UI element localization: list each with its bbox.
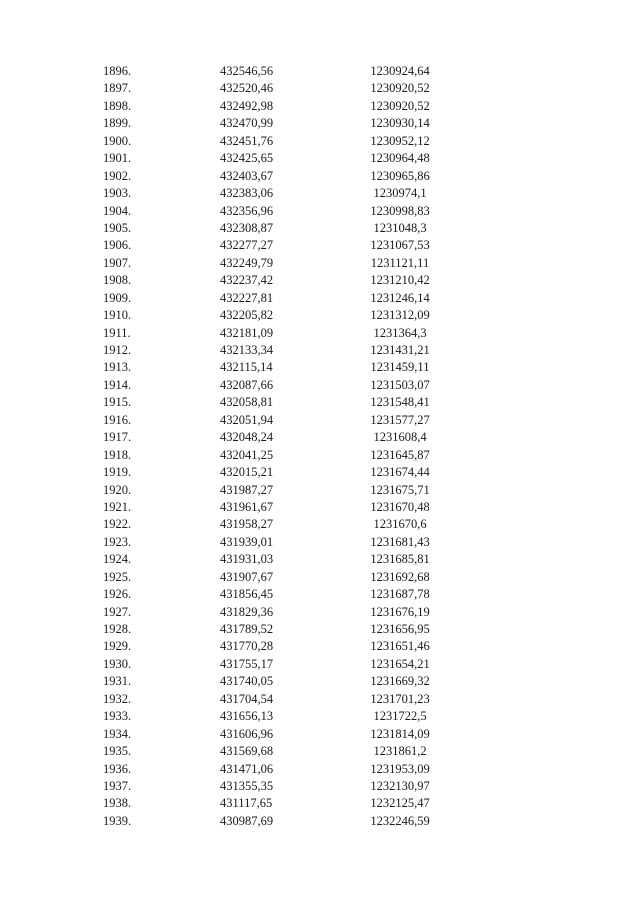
value-b-cell: 1231608,4 xyxy=(373,430,427,445)
year-cell: 1899. xyxy=(103,116,132,131)
year-cell: 1923. xyxy=(103,534,132,549)
year-cell: 1925. xyxy=(103,569,132,584)
table-row xyxy=(103,203,450,220)
value-a-cell: 432451,76 xyxy=(220,133,274,148)
table-row xyxy=(103,656,450,673)
value-a-cell: 431958,27 xyxy=(220,517,274,532)
value-b-cell: 1230920,52 xyxy=(370,98,430,113)
year-cell: 1912. xyxy=(103,343,132,357)
value-a-cell: 432133,34 xyxy=(220,343,274,357)
value-a-cell: 432058,81 xyxy=(220,395,274,410)
value-a-cell: 432237,42 xyxy=(220,273,274,288)
table-row xyxy=(103,638,450,655)
table-row xyxy=(103,307,450,324)
value-b-cell: 1231067,53 xyxy=(370,238,430,253)
value-b-cell: 1230998,83 xyxy=(370,203,430,218)
table-row xyxy=(103,673,450,690)
value-b-cell: 1231364,3 xyxy=(373,325,427,340)
value-b-cell: 1231048,3 xyxy=(373,220,427,235)
table-row xyxy=(103,429,450,446)
table-body xyxy=(103,63,450,830)
year-cell: 1934. xyxy=(103,726,132,741)
table-row xyxy=(103,63,450,80)
table-row xyxy=(103,551,450,568)
value-b-cell: 1232246,59 xyxy=(370,813,430,828)
year-cell: 1921. xyxy=(103,499,132,514)
table-row xyxy=(103,604,450,621)
value-a-cell: 431961,67 xyxy=(220,499,274,514)
value-b-cell: 1231681,43 xyxy=(370,534,430,549)
table-row xyxy=(103,499,450,516)
value-b-cell: 1231675,71 xyxy=(370,482,430,497)
table-row xyxy=(103,377,450,394)
year-cell: 1907. xyxy=(103,255,132,270)
year-cell: 1898. xyxy=(103,98,132,113)
table-row xyxy=(103,272,450,289)
year-cell: 1917. xyxy=(103,430,132,445)
year-cell: 1927. xyxy=(103,604,132,619)
table-row xyxy=(103,394,450,411)
value-a-cell: 432492,98 xyxy=(220,98,274,113)
value-b-cell: 1231669,32 xyxy=(370,674,430,689)
value-a-cell: 432308,87 xyxy=(220,220,274,235)
value-b-cell: 1231645,87 xyxy=(370,447,430,462)
year-cell: 1936. xyxy=(103,761,132,776)
year-cell: 1909. xyxy=(103,290,132,305)
value-a-cell: 431117,65 xyxy=(220,796,273,811)
value-b-cell: 1231953,09 xyxy=(370,761,430,776)
year-cell: 1924. xyxy=(103,552,132,567)
value-a-cell: 431606,96 xyxy=(220,726,274,741)
year-cell: 1897. xyxy=(103,81,132,96)
value-a-cell: 431939,01 xyxy=(220,534,274,549)
value-a-cell: 431789,52 xyxy=(220,622,274,636)
value-b-cell: 1230952,12 xyxy=(370,133,430,148)
value-b-cell: 1231676,19 xyxy=(370,604,430,619)
year-cell: 1914. xyxy=(103,377,132,392)
table-row xyxy=(103,255,450,272)
value-b-cell: 1230964,48 xyxy=(370,151,430,166)
table-row xyxy=(103,743,450,760)
value-b-cell: 1231674,44 xyxy=(370,465,430,480)
value-a-cell: 430987,69 xyxy=(220,813,274,828)
table-row xyxy=(103,150,450,167)
year-cell: 1935. xyxy=(103,744,132,759)
value-b-cell: 1231701,23 xyxy=(370,691,430,706)
year-cell: 1932. xyxy=(103,691,132,706)
year-cell: 1918. xyxy=(103,447,132,462)
value-b-cell: 1231503,07 xyxy=(370,377,430,392)
table-row xyxy=(103,185,450,202)
value-a-cell: 431755,17 xyxy=(220,656,274,671)
value-a-cell: 432115,14 xyxy=(220,360,273,375)
table-row xyxy=(103,813,450,830)
year-cell: 1939. xyxy=(103,813,132,828)
value-a-cell: 431987,27 xyxy=(220,482,274,497)
value-b-cell: 1231577,27 xyxy=(370,412,430,427)
value-a-cell: 431931,03 xyxy=(220,552,274,567)
value-b-cell: 1231656,95 xyxy=(370,622,430,636)
year-cell: 1919. xyxy=(103,465,132,480)
value-a-cell: 431656,13 xyxy=(220,709,274,724)
year-cell: 1926. xyxy=(103,587,132,602)
value-a-cell: 432383,06 xyxy=(220,186,274,201)
table-row xyxy=(103,237,450,254)
table-row xyxy=(103,133,450,150)
value-b-cell: 1230965,86 xyxy=(370,168,430,183)
value-a-cell: 431829,36 xyxy=(220,604,274,619)
value-a-cell: 432087,66 xyxy=(220,377,274,392)
value-a-cell: 432249,79 xyxy=(220,255,274,270)
value-b-cell: 1232125,47 xyxy=(370,796,430,811)
value-a-cell: 432041,25 xyxy=(220,447,274,462)
table-row xyxy=(103,726,450,743)
value-a-cell: 432425,65 xyxy=(220,151,274,166)
value-b-cell: 1231722,5 xyxy=(373,709,427,724)
value-a-cell: 432227,81 xyxy=(220,290,274,305)
year-cell: 1931. xyxy=(103,674,132,689)
value-b-cell: 1230924,64 xyxy=(370,64,430,78)
value-b-cell: 1231687,78 xyxy=(370,587,430,602)
table-row xyxy=(103,482,450,499)
year-cell: 1920. xyxy=(103,482,132,497)
table-row xyxy=(103,98,450,115)
value-b-cell: 1231685,81 xyxy=(370,552,430,567)
year-cell: 1908. xyxy=(103,273,132,288)
value-b-cell: 1231654,21 xyxy=(370,656,430,671)
year-cell: 1896. xyxy=(103,64,132,78)
year-cell: 1930. xyxy=(103,656,132,671)
year-cell: 1910. xyxy=(103,308,132,323)
year-cell: 1916. xyxy=(103,412,132,427)
table-row xyxy=(103,359,450,376)
value-a-cell: 432546,56 xyxy=(220,64,274,78)
value-b-cell: 1232130,97 xyxy=(370,778,430,793)
value-a-cell: 431471,06 xyxy=(220,761,274,776)
value-b-cell: 1230920,52 xyxy=(370,81,430,96)
value-a-cell: 431355,35 xyxy=(220,778,274,793)
value-b-cell: 1231548,41 xyxy=(370,395,430,410)
value-b-cell: 1230974,1 xyxy=(373,186,427,201)
table-row xyxy=(103,621,450,638)
table-row xyxy=(103,778,450,795)
value-a-cell: 432181,09 xyxy=(220,325,274,340)
table-row xyxy=(103,220,450,237)
value-a-cell: 431770,28 xyxy=(220,639,274,654)
table-row xyxy=(103,290,450,307)
table-row xyxy=(103,80,450,97)
table-row xyxy=(103,447,450,464)
year-cell: 1913. xyxy=(103,360,132,375)
value-a-cell: 432051,94 xyxy=(220,412,274,427)
value-b-cell: 1231814,09 xyxy=(370,726,430,741)
value-b-cell: 1231670,48 xyxy=(370,499,430,514)
table-row xyxy=(103,464,450,481)
value-b-cell: 1231692,68 xyxy=(370,569,430,584)
value-a-cell: 431907,67 xyxy=(220,569,274,584)
year-cell: 1928. xyxy=(103,622,132,636)
data-table xyxy=(103,63,450,830)
year-cell: 1922. xyxy=(103,517,132,532)
year-cell: 1911. xyxy=(103,325,131,340)
value-b-cell: 1230930,14 xyxy=(370,116,430,131)
value-a-cell: 431704,54 xyxy=(220,691,274,706)
year-cell: 1929. xyxy=(103,639,132,654)
year-cell: 1900. xyxy=(103,133,132,148)
table-row xyxy=(103,569,450,586)
table-row xyxy=(103,342,450,359)
year-cell: 1906. xyxy=(103,238,132,253)
year-cell: 1933. xyxy=(103,709,132,724)
value-a-cell: 432015,21 xyxy=(220,465,274,480)
table-row xyxy=(103,115,450,132)
year-cell: 1903. xyxy=(103,186,132,201)
value-a-cell: 432520,46 xyxy=(220,81,274,96)
year-cell: 1902. xyxy=(103,168,132,183)
year-cell: 1904. xyxy=(103,203,132,218)
table-row xyxy=(103,761,450,778)
table-row xyxy=(103,412,450,429)
table-row xyxy=(103,534,450,551)
table-row xyxy=(103,691,450,708)
value-a-cell: 431569,68 xyxy=(220,744,274,759)
table-row xyxy=(103,168,450,185)
value-b-cell: 1231651,46 xyxy=(370,639,430,654)
table-row xyxy=(103,325,450,342)
table-row xyxy=(103,708,450,725)
year-cell: 1938. xyxy=(103,796,132,811)
value-a-cell: 432403,67 xyxy=(220,168,274,183)
year-cell: 1905. xyxy=(103,220,132,235)
value-a-cell: 432277,27 xyxy=(220,238,274,253)
value-a-cell: 432470,99 xyxy=(220,116,274,131)
table-row xyxy=(103,795,450,812)
value-a-cell: 432205,82 xyxy=(220,308,274,323)
table-row xyxy=(103,516,450,533)
value-b-cell: 1231312,09 xyxy=(370,308,430,323)
value-b-cell: 1231210,42 xyxy=(370,273,430,288)
value-b-cell: 1231459,11 xyxy=(370,360,430,375)
year-cell: 1937. xyxy=(103,778,132,793)
value-b-cell: 1231431,21 xyxy=(370,343,430,357)
year-cell: 1915. xyxy=(103,395,132,410)
value-b-cell: 1231861,2 xyxy=(373,744,427,759)
value-b-cell: 1231246,14 xyxy=(370,290,430,305)
year-cell: 1901. xyxy=(103,151,132,166)
table-row xyxy=(103,586,450,603)
value-b-cell: 1231670,6 xyxy=(373,517,427,532)
value-a-cell: 432048,24 xyxy=(220,430,274,445)
value-a-cell: 432356,96 xyxy=(220,203,274,218)
value-b-cell: 1231121,11 xyxy=(370,255,430,270)
value-a-cell: 431856,45 xyxy=(220,587,274,602)
value-a-cell: 431740,05 xyxy=(220,674,274,689)
